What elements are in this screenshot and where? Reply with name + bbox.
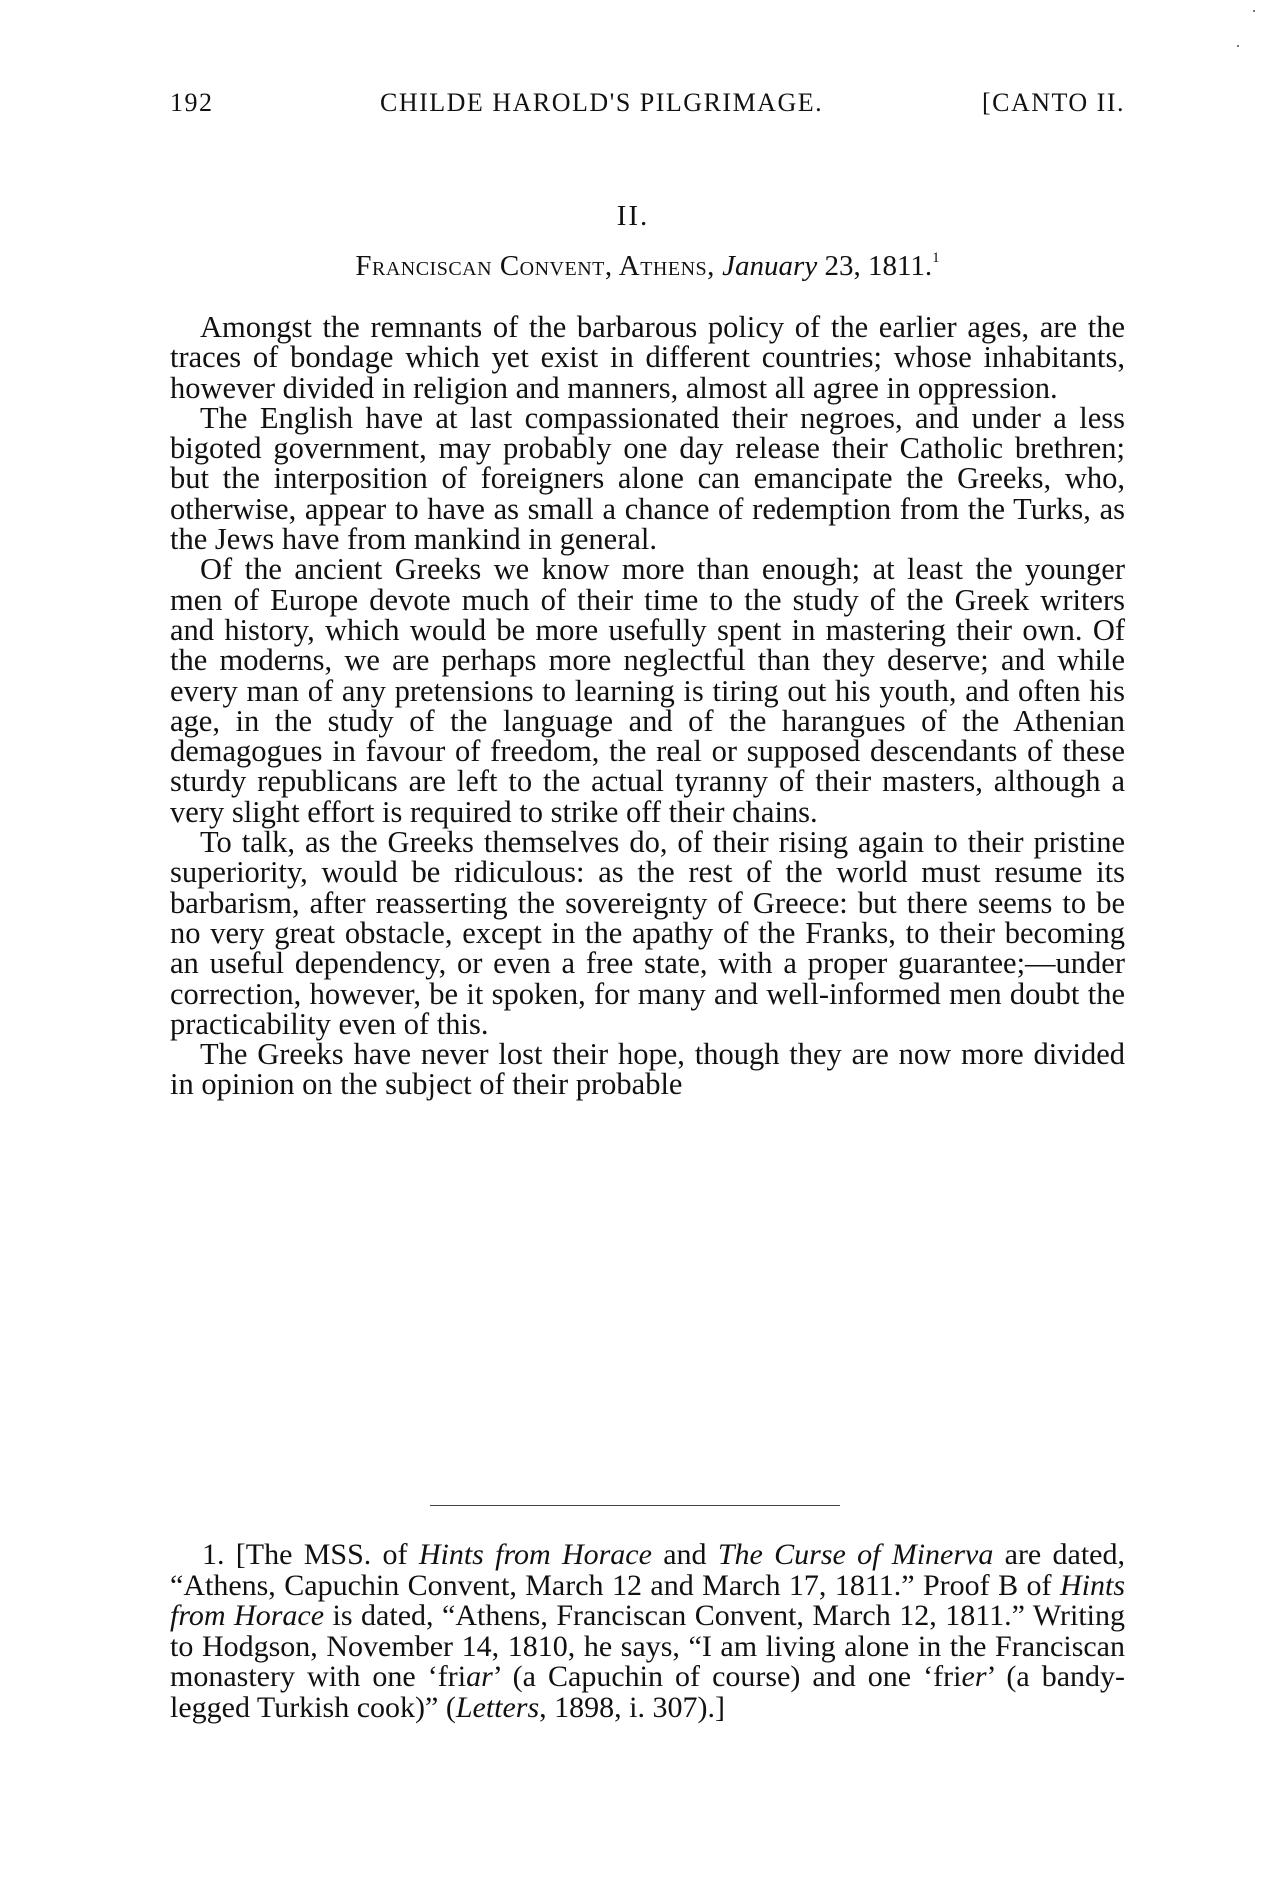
footnote-italic-run: ar [466,1660,493,1693]
canto-label: [CANTO II. [981,88,1125,117]
paragraph: Of the ancient Greeks we know more than enough; at least the younger men of Europe devote much of their time to the study of the Greek writers and history, which would be more usefully spent in mastering their own. Of the moderns, we are perhaps more neglectful than they deserve; and while every man of any pretensions to learning is tiring out his youth, and often his age, in the study of the language and of the harangues of the Athenian demagogues in favour of freedom, the real or supposed descendants of these sturdy republicans are left to the actual tyranny of their masters, although a very slight effort is required to strike off their chains. [170,552,1125,829]
page-number: 192 [170,88,214,117]
dateline [170,250,1125,283]
footnote-reference[interactable]: 1 [932,250,940,266]
footnote-italic-run: Letters [455,1690,540,1724]
footnote-italic-run: The Curse of Minerva [717,1538,994,1571]
dateline-place: Franciscan Convent, Athens, [355,250,715,282]
paragraph: To talk, as the Greeks themselves do, of their rising again to their pristine superiority, would be ridiculous: as the rest of the world must resume its barbarism, after reasserting the sovereignty of Greece: but there seems to be no very great obstacle, except in the apathy of the Franks, to their becoming an useful dependency, or even a free state, with a proper guarantee;—under correction, however, be it spoken, for many and well-informed men doubt the practicability even of this. [170,825,1125,1041]
footnote-body [170,1540,1125,1723]
paragraph: The English have at last compassionated their negroes, and under a less bigoted government, may probably one day release their Catholic brethren; but the interposition of foreigners alone can emancipate the Greeks, who, otherwise, appear to have as small a chance of redemption from the Turks, as the Jews have from mankind in general. [170,400,1125,557]
paragraph: The Greeks have never lost their hope, though they are now more divided in opinion on the subject of their probable [170,1037,1125,1102]
scan-speck [1253,10,1255,12]
footnote-text-run: ’ (a Capuchin of course) and one ‘fri [492,1660,962,1693]
section-number: II. [616,200,650,232]
footnote-text-run: is dated, “Athens, Franciscan Convent, March 12, 1811.” Writing to Hodgson, November 14, 1810, he says, “I am living alone in the Franciscan monastery with one ‘fri [170,1599,1125,1693]
footnote-italic-run: er [961,1660,987,1693]
footnote-text-run: are dated, “Athens, Capuchin Convent, March 12 and March 17, 1811.” Proof B of [170,1538,1126,1602]
body-text [170,312,1125,1100]
scan-speck [1237,45,1239,47]
footnote-italic-run: Hints from Horace [170,1568,1125,1632]
footnote-divider [430,1505,840,1506]
dateline-day-year: 23, 1811. [824,250,933,282]
footnote-marker: 1. [202,1538,225,1571]
footnote [170,1540,1125,1723]
footnote-text-run: [The MSS. of [235,1538,419,1571]
footnote-text-run: , 1898, i. 307).] [539,1690,725,1724]
footnote-text-run: ’ (a bandy-legged Turkish cook)” ( [170,1660,1125,1724]
running-head [170,88,1125,128]
dateline-month: January [722,250,818,282]
paragraph: Amongst the remnants of the barbarous policy of the earlier ages, are the traces of bondage which yet exist in different countries; whose inhabitants, however divided in religion and manners, almost all agree in oppression. [170,310,1125,405]
footnote-italic-run: Hints from Horace [418,1538,652,1571]
footnote-text-run: and [651,1538,718,1571]
running-title: CHILDE HAROLD'S PILGRIMAGE. [380,88,824,117]
